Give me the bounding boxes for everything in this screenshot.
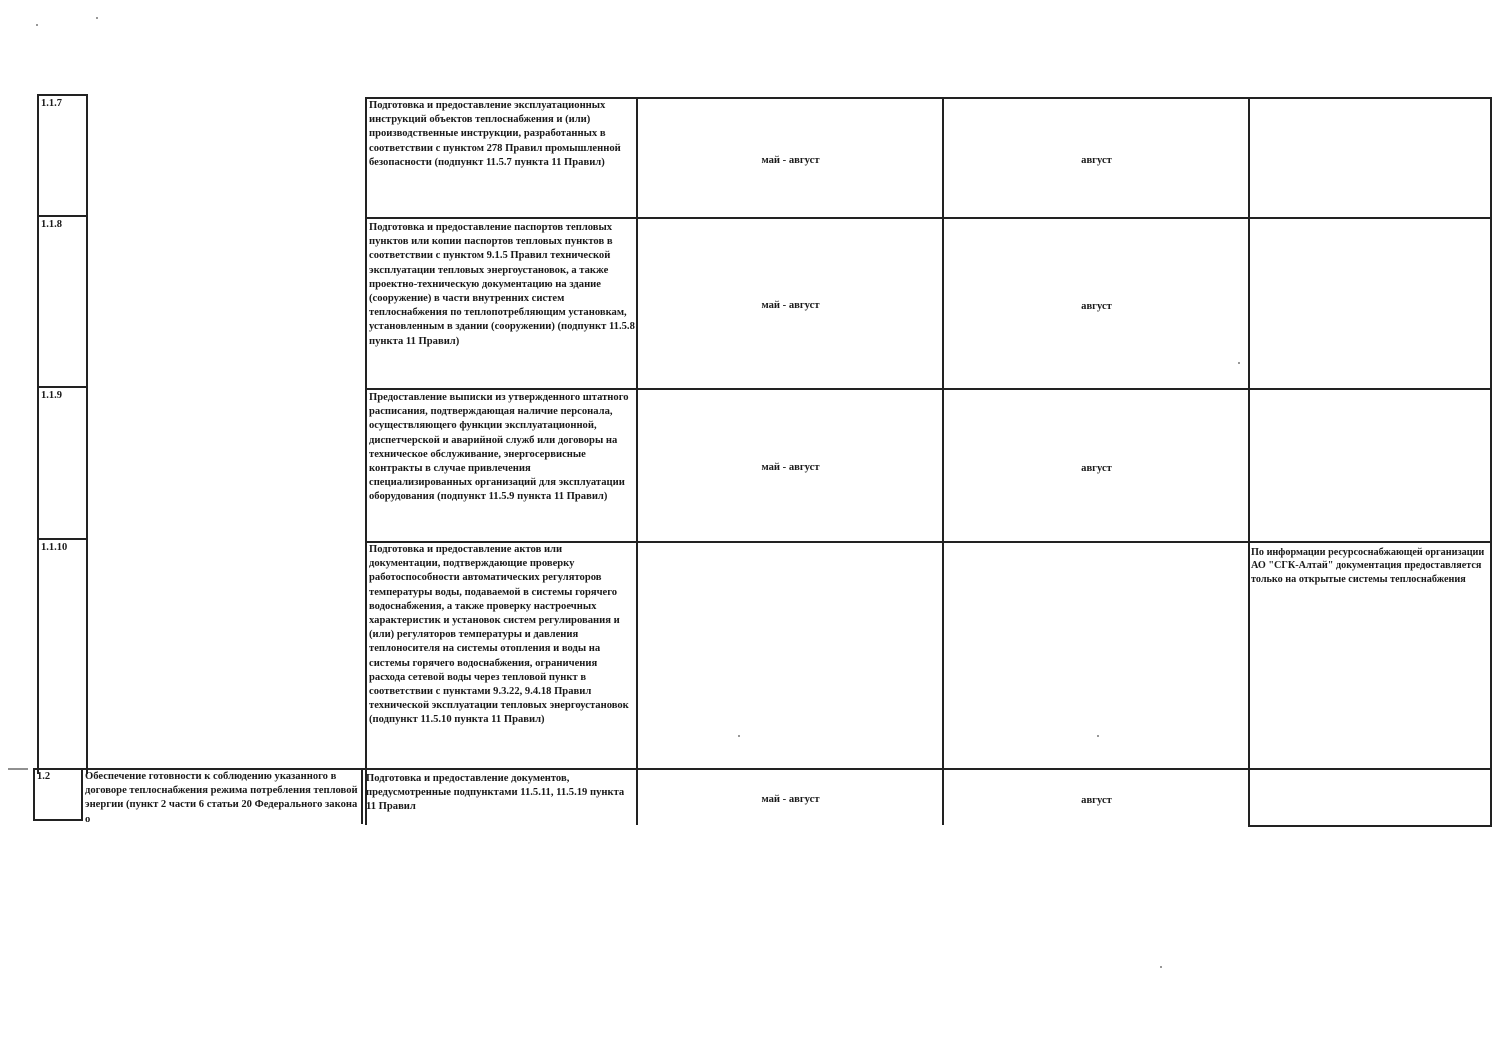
table-border — [33, 819, 83, 821]
row-number: 1.2 — [37, 771, 51, 782]
row-number: 1.1.7 — [41, 98, 62, 109]
table-border — [81, 768, 83, 820]
table-border — [33, 768, 35, 820]
table-border — [37, 94, 39, 774]
row-note: По информации ресурсоснабжающей организации АО "СГК-Алтай" документация предоставляется только на открытые системы теплоснабжения — [1251, 547, 1485, 585]
table-border — [942, 97, 944, 825]
table-border — [1248, 825, 1491, 827]
table-border — [8, 768, 28, 770]
table-border — [37, 386, 87, 388]
table-border — [365, 217, 1491, 219]
row-title-clip — [85, 770, 361, 824]
row-deadline: август — [1081, 463, 1112, 474]
table-border — [37, 215, 87, 217]
row-description: Подготовка и предоставление эксплуатационных инструкций объектов теплоснабжения и (или) производственные инструкции, разработанных в соответствии с пунктом 278 Правил промышленной безопасности (подпункт 11.5.7 пункта 11 Правил) — [369, 100, 621, 168]
row-description: Подготовка и предоставление документов, предусмотренные подпунктами 11.5.11, 11.5.19 пункта 11 Правил — [366, 773, 625, 813]
row-number: 1.1.9 — [41, 390, 62, 401]
row-title: Обеспечение готовности к соблюдению указанного в договоре теплоснабжения режима потребления тепловой энергии (пункт 2 части 6 статьи 20 Федерального закона о — [85, 771, 358, 824]
table-border — [37, 538, 87, 540]
table-border — [37, 94, 87, 96]
row-description: Предоставление выписки из утвержденного штатного расписания, подтверждающая наличие персонала, осуществляющего функции эксплуатационной, диспетчерской и аварийной служб или договоры на техническое обслуживание, энергосервисные контракты в случае привлечения специализированных организаций для эксплуатации оборудования (подпункт 11.5.9 пункта 11 Правил) — [369, 392, 629, 503]
row-number: 1.1.8 — [41, 219, 62, 230]
row-description: Подготовка и предоставление актов или документации, подтверждающие проверку работоспособности автоматических регуляторов температуры воды, подаваемой в системы горячего водоснабжения, а также проверку настроечных характеристик и установок систем регулирования и (или) регуляторов температуры и давления теплоносителя на системы отопления и воды на системы горячего водоснабжения, ограничения расхода сетевой воды через тепловой пункт в соответствии с пунктами 9.3.22, 9.4.18 Правил технической эксплуатации тепловых энергоустановок (подпункт 11.5.10 пункта 11 Правил) — [369, 544, 629, 726]
table-border — [636, 97, 638, 825]
table-border — [86, 94, 88, 774]
row-period: май - август — [761, 155, 820, 166]
table-border — [365, 388, 1491, 390]
table-border — [1248, 97, 1250, 827]
table-border — [365, 97, 367, 825]
row-deadline: август — [1081, 155, 1112, 166]
row-period: май - август — [761, 300, 820, 311]
row-number: 1.1.10 — [41, 542, 68, 553]
table-border — [1490, 97, 1492, 827]
row-period: май - август — [761, 462, 820, 473]
row-deadline: август — [1081, 795, 1112, 806]
row-deadline: август — [1081, 301, 1112, 312]
table-border — [361, 768, 363, 824]
row-period: май - август — [761, 794, 820, 805]
row-description: Подготовка и предоставление паспортов тепловых пунктов или копии паспортов тепловых пунктов в соответствии с пунктом 9.1.5 Правил технической эксплуатации тепловых энергоустановок, а также проектно-техническую документацию на здание (сооружение) в части внутренних систем теплоснабжения по теплопотребляющим установкам, установленным в здании (сооружении) (подпункт 11.5.8 пункта 11 Правил) — [369, 222, 635, 347]
